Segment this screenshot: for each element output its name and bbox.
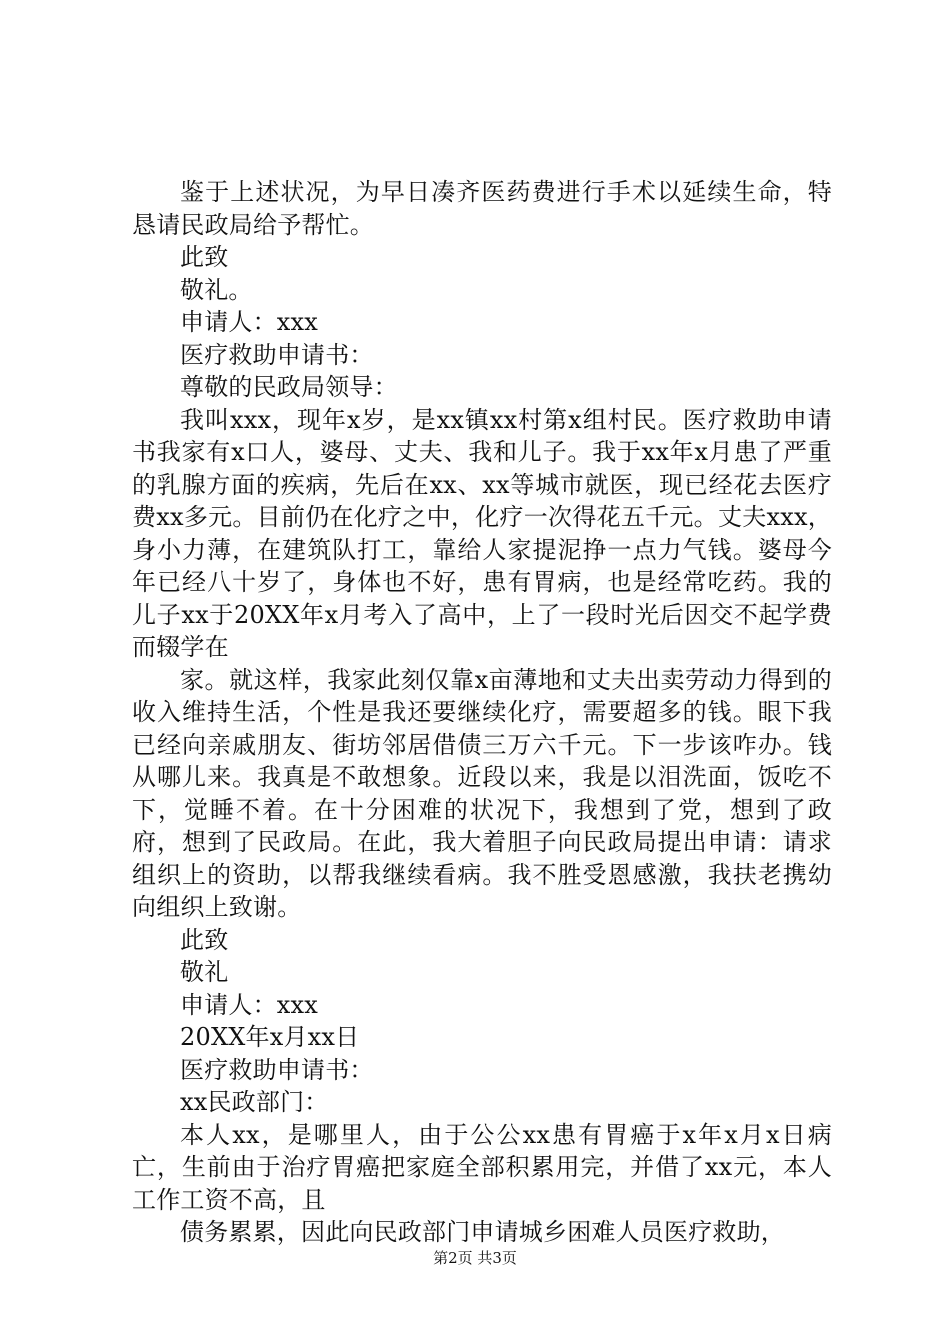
paragraph-recipient: 尊敬的民政局领导： (180, 373, 398, 401)
paragraph-applicant-2: 申请人：xxx (180, 990, 319, 1019)
paragraph-form-title-2: 医疗救助申请书： (180, 1055, 374, 1084)
paragraph-form-title: 医疗救助申请书： (180, 340, 374, 369)
paragraph-personal-situation: 我叫xxx，现年x岁，是xx镇xx村第x组村民。医疗救助申请书我家有x口人，婆母、丈夫、我和儿子。我于xx年x月患了严重的乳腺方面的疾病，先后在xx、xx等城市就医，现已经花去医疗费xx多元。目前仍在化疗之中，化疗一次得花五千元。丈夫xxx，身小力薄，在建筑队打工，靠给人家提泥挣一点力气钱。婆母今年已经八十岁了，身体也不好，患有胃病，也是经常吃药。我的儿子xx于20XX年x月考入了高中，上了一段时光后因交不起学费而辍学在 (132, 405, 832, 661)
paragraph-closing-salutation-2: 此致 (180, 925, 229, 954)
paragraph-family-situation: 本人xx，是哪里人，由于公公xx患有胃癌于x年x月x日病亡，生前由于治疗胃癌把家庭全部积累用完，并借了xx元，本人工作工资不高，且 (132, 1120, 832, 1214)
paragraph-recipient-2: xx民政部门： (180, 1088, 329, 1116)
paragraph-applicant: 申请人：xxx (180, 308, 319, 336)
page-number-footer: 第2页 共3页 (433, 1249, 517, 1267)
paragraph-funding-request: 鉴于上述状况，为早日凑齐医药费进行手术以延续生命，特恳请民政局给予帮忙。 (132, 178, 832, 239)
paragraph-hardship-request: 家。就这样，我家此刻仅靠x亩薄地和丈夫出卖劳动力得到的收入维持生活，个性是我还要继续化疗，需要超多的钱。眼下我已经向亲戚朋友、街坊邻居借债三万六千元。下一步该咋办。钱从哪儿来。我真是不敢想象。近段以来，我是以泪洗面，饭吃不下，觉睡不着。在十分困难的状况下，我想到了党，想到了政府，想到了民政局。在此，我大着胆子向民政局提出申请：请求组织上的资助，以帮我继续看病。我不胜受恩感激，我扶老携幼向组织上致谢。 (132, 665, 832, 921)
paragraph-closing-salutation: 此致 (180, 243, 229, 271)
document-body (132, 176, 832, 1249)
paragraph-closing-respect-2: 敬礼 (180, 958, 229, 986)
paragraph-date: 20XX年x月xx日 (180, 1023, 360, 1051)
paragraph-closing-respect: 敬礼。 (180, 275, 253, 304)
paragraph-debt-request: 债务累累，因此向民政部门申请城乡困难人员医疗救助， (180, 1218, 785, 1246)
